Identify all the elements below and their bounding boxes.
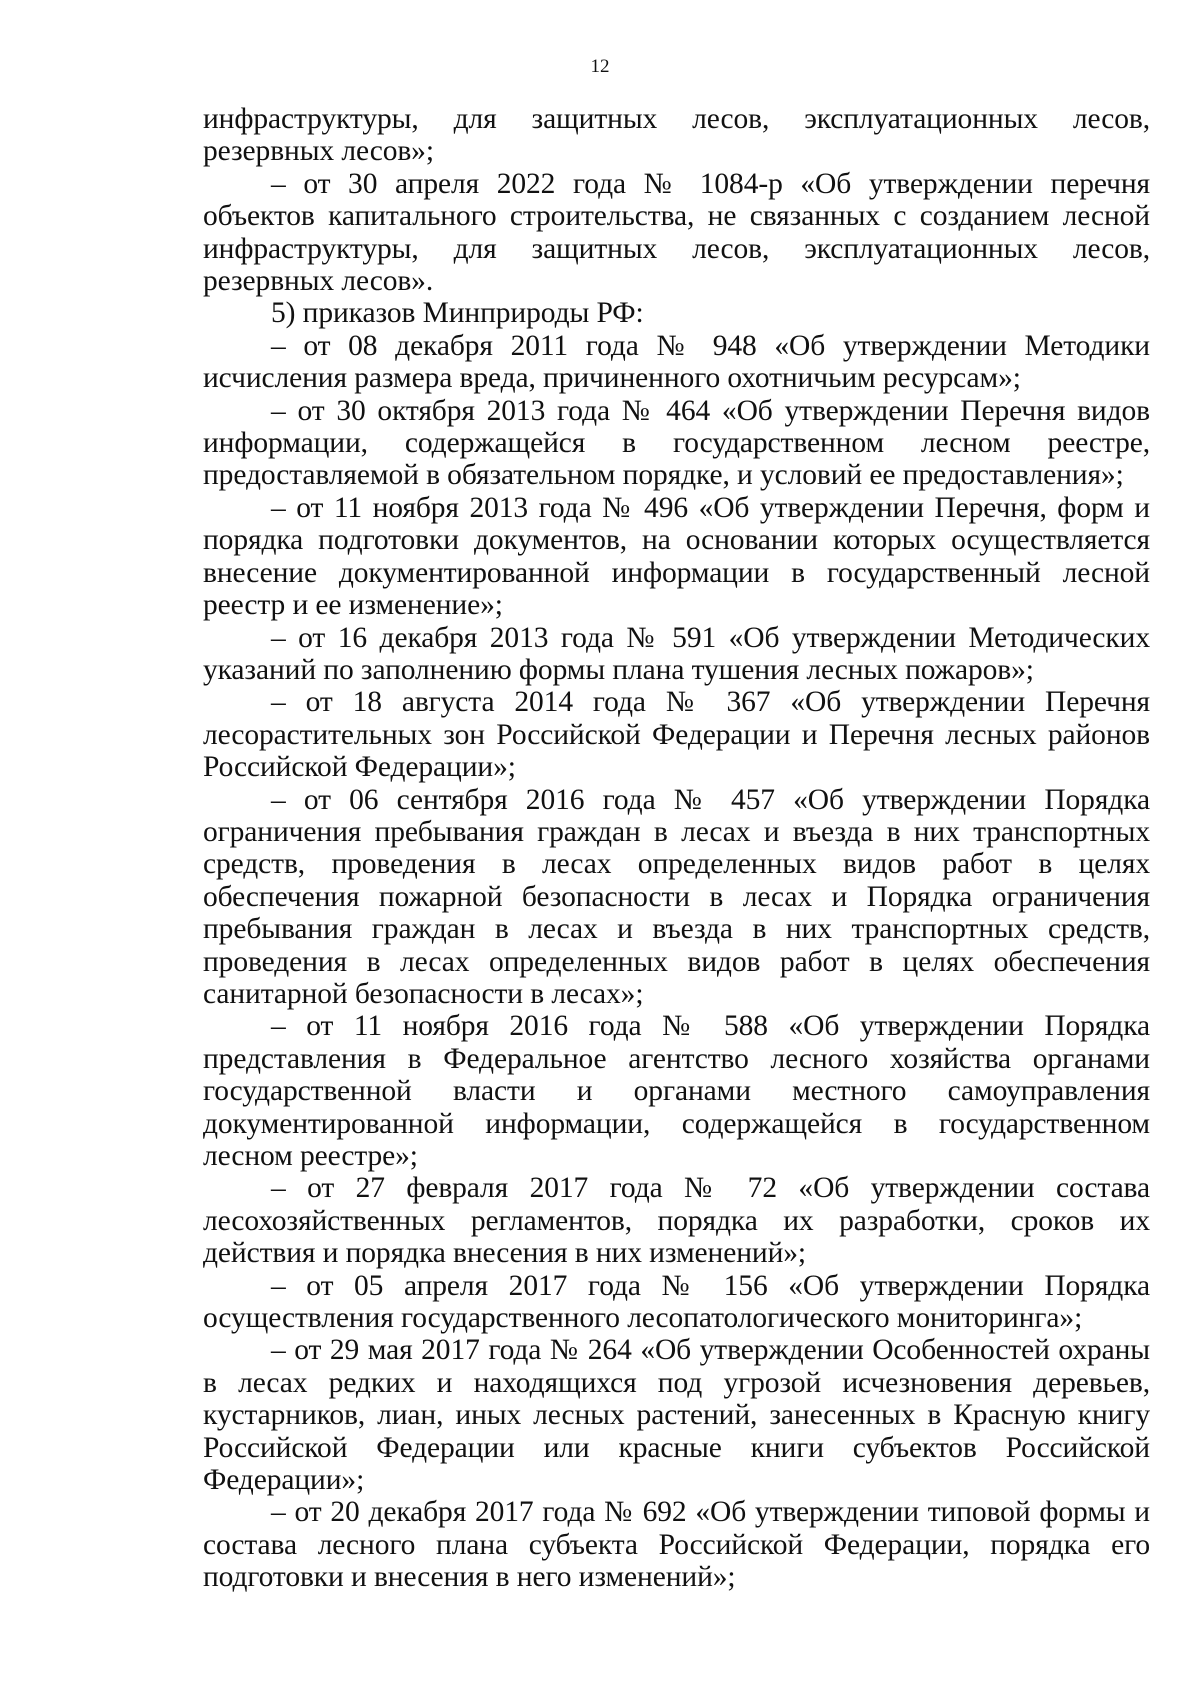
- paragraph-continuation: инфраструктуры, для защитных лесов, эксплуатационных лесов, резервных лесов»;: [203, 103, 1150, 168]
- list-item-order-464: – от 30 октября 2013 года № 464 «Об утверждении Перечня видов информации, содержащейся в государственном лесном реестре, предоставляемой в обязательном порядке, и условий ее предоставления»;: [203, 394, 1150, 492]
- list-item-order-591: – от 16 декабря 2013 года № 591 «Об утверждении Методических указаний по заполнению формы плана тушения лесных пожаров»;: [203, 621, 1150, 686]
- list-item-order-367: – от 18 августа 2014 года № 367 «Об утверждении Перечня лесорастительных зон Российской Федерации и Перечня лесных районов Российской Федерации»;: [203, 686, 1150, 784]
- section-heading-minprirody-orders: 5) приказов Минприроды РФ:: [271, 297, 644, 330]
- list-item-order-496: – от 11 ноября 2013 года № 496 «Об утверждении Перечня, форм и порядка подготовки документов, на основании которых осуществляется внесение документированной информации в государственный лесной реестр и ее изменение»;: [203, 491, 1150, 622]
- list-item-order-692: – от 20 декабря 2017 года № 692 «Об утверждении типовой формы и состава лесного плана субъекта Российской Федерации, порядка его подготовки и внесения в него изменений»;: [203, 1496, 1150, 1594]
- list-item-order-1084r: – от 30 апреля 2022 года № 1084-р «Об утверждении перечня объектов капитального строительства, не связанных с созданием лесной инфраструктуры, для защитных лесов, эксплуатационных лесов, резервных лесов».: [203, 167, 1150, 298]
- document-body: [203, 103, 1150, 1594]
- list-item-order-948: – от 08 декабря 2011 года № 948 «Об утверждении Методики исчисления размера вреда, причиненного охотничьим ресурсам»;: [203, 329, 1150, 395]
- list-item-order-156: – от 05 апреля 2017 года № 156 «Об утверждении Порядка осуществления государственного лесопатологического мониторинга»;: [203, 1269, 1150, 1335]
- list-item-order-588: – от 11 ноября 2016 года № 588 «Об утверждении Порядка представления в Федеральное агентство лесного хозяйства органами государственной власти и органами местного самоуправления документированной информации, содержащейся в государственном лесном реестре»;: [203, 1010, 1150, 1172]
- list-item-order-457: – от 06 сентября 2016 года № 457 «Об утверждении Порядка ограничения пребывания граждан в лесах и въезда в них транспортных средств, проведения в лесах определенных видов работ в целях обеспечения пожарной безопасности в лесах и Порядка ограничения пребывания граждан в лесах и въезда в них транспортных средств, проведения в лесах определенных видов работ в целях обеспечения санитарной безопасности в лесах»;: [203, 783, 1150, 1010]
- page-number: 12: [590, 56, 610, 77]
- list-item-order-72: – от 27 февраля 2017 года № 72 «Об утверждении состава лесохозяйственных регламентов, порядка их разработки, сроков их действия и порядка внесения в них изменений»;: [203, 1172, 1150, 1270]
- list-item-order-264: – от 29 мая 2017 года № 264 «Об утверждении Особенностей охраны в лесах редких и находящихся под угрозой исчезновения деревьев, кустарников, лиан, иных лесных растений, занесенных в Красную книгу Российской Федерации или красные книги субъектов Российской Федерации»;: [203, 1334, 1150, 1497]
